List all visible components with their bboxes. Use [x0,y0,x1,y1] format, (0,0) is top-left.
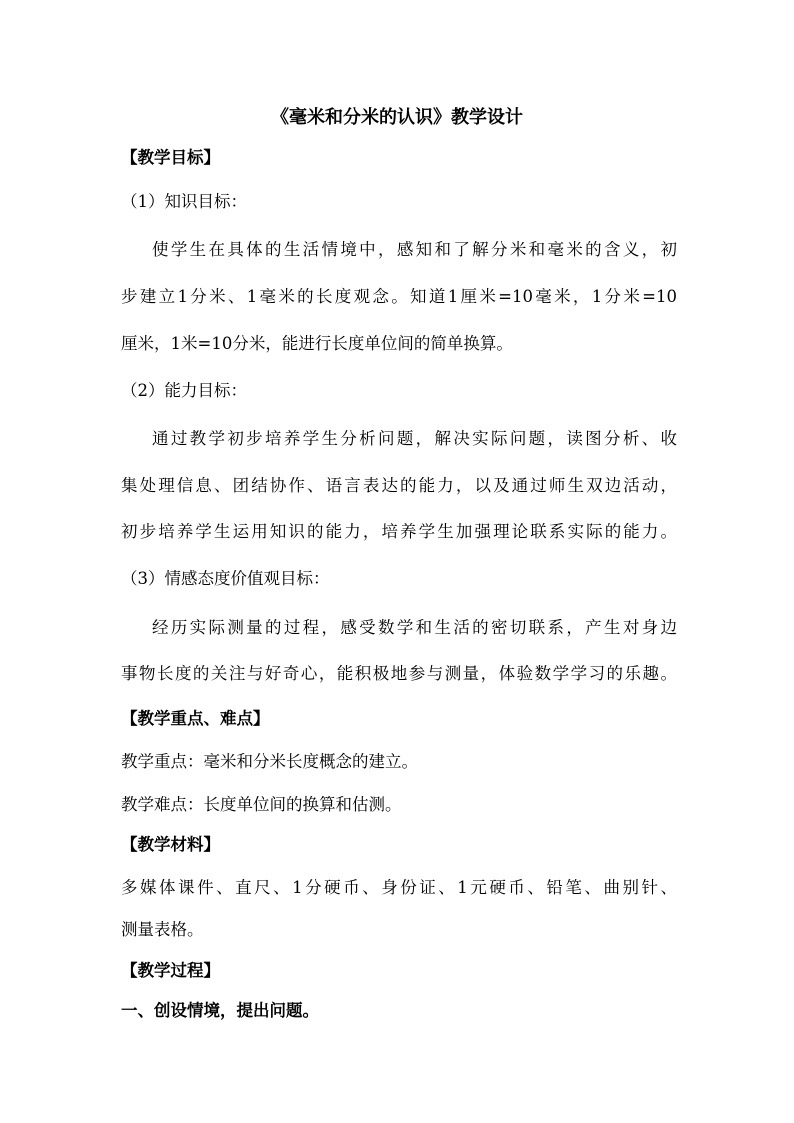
difficult-point: 教学难点：长度单位间的换算和估测。 [121,795,402,814]
materials-line-1: 多媒体课件、直尺、1分硬币、身份证、1元硬币、铅笔、曲别针、 [121,878,677,897]
emotion-line-1: 经历实际测量的过程，感受数学和生活的密切联系，产生对身边 [152,618,677,637]
step1-heading: 一、创设情境，提出问题。 [121,1001,319,1020]
ability-line-2: 集处理信息、团结协作、语言表达的能力，以及通过师生双边活动， [121,476,677,495]
materials-heading: 【教学材料】 [121,835,220,854]
objectives-heading: 【教学目标】 [121,148,220,167]
knowledge-line-1: 使学生在具体的生活情境中，感知和了解分米和毫米的含义，初 [152,240,677,259]
materials-line-2: 测量表格。 [121,920,204,939]
ability-line-1: 通过教学初步培养学生分析问题，解决实际问题，读图分析、收 [152,429,677,448]
key-points-heading: 【教学重点、难点】 [121,709,270,728]
emotion-line-2: 事物长度的关注与好奇心，能积极地参与测量，体验数学学习的乐趣。 [121,664,677,683]
knowledge-heading: （1）知识目标： [121,192,247,211]
document-title: 《毫米和分米的认识》教学设计 [271,107,523,128]
knowledge-line-2: 步建立1分米、1毫米的长度观念。知道1厘米=10毫米，1分米=10 [121,287,677,306]
ability-line-3: 初步培养学生运用知识的能力，培养学生加强理论联系实际的能力。 [121,522,677,541]
process-heading: 【教学过程】 [121,961,220,980]
key-point: 教学重点：毫米和分米长度概念的建立。 [121,752,418,771]
knowledge-line-3: 厘米，1米=10分米，能进行长度单位间的简单换算。 [121,334,513,353]
emotion-heading: （3）情感态度价值观目标： [121,569,330,588]
ability-heading: （2）能力目标： [121,381,247,400]
